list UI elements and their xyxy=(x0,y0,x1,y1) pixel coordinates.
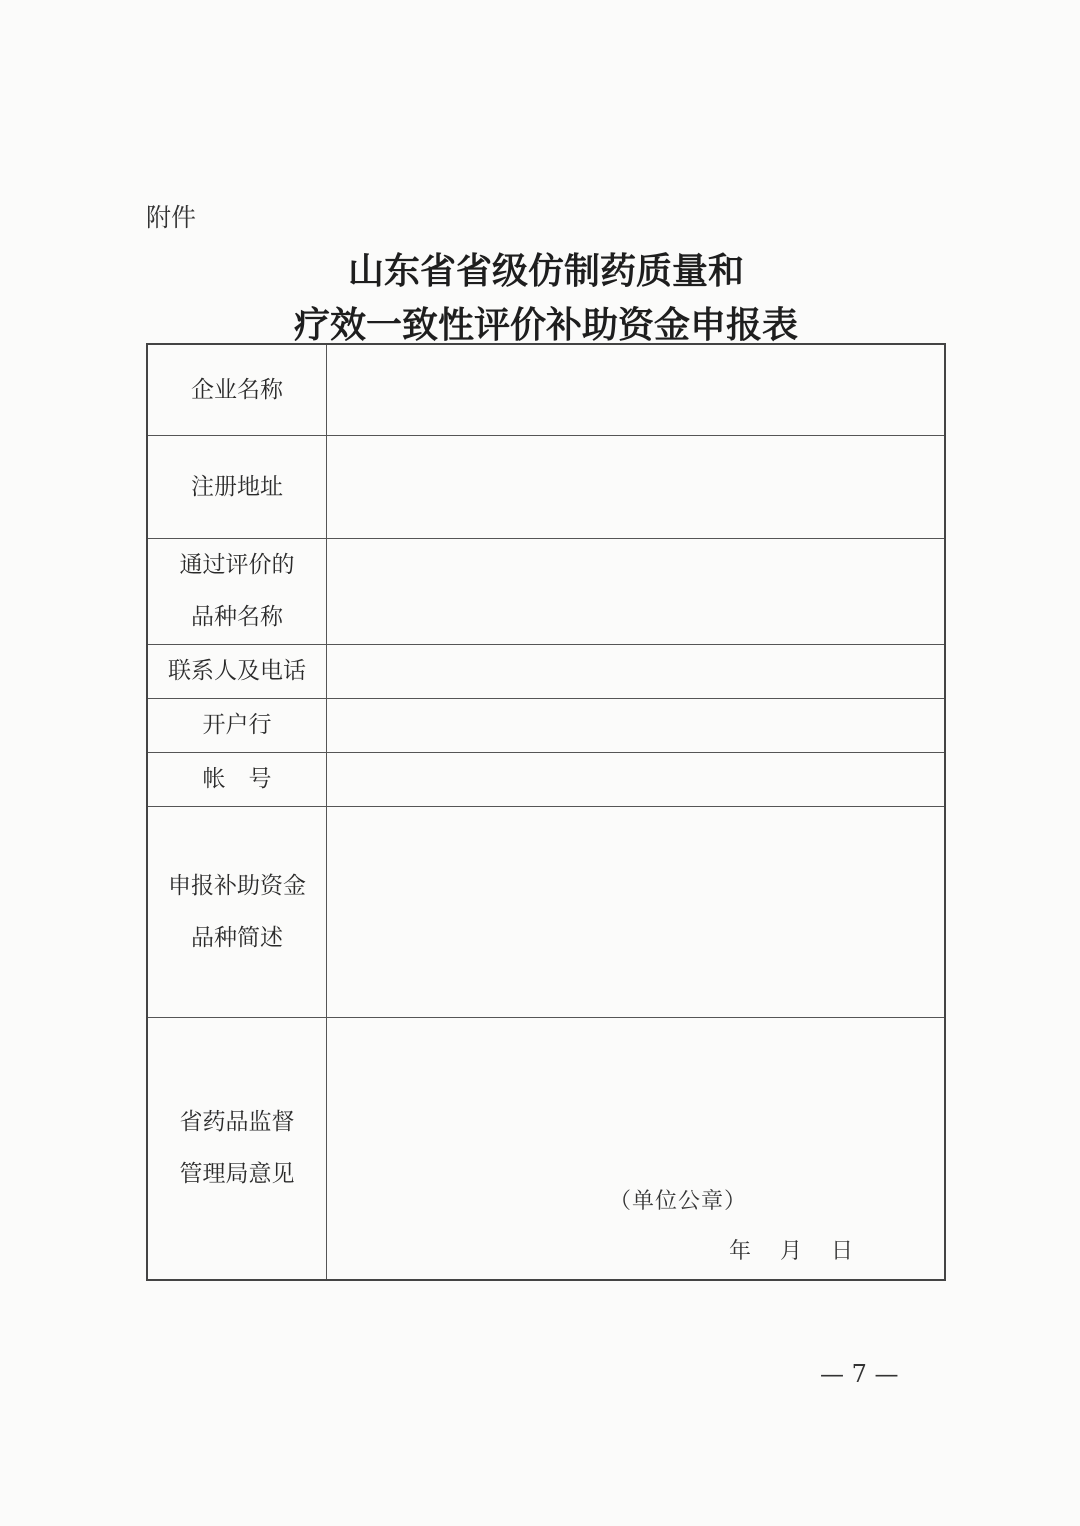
field-bureau-opinion[interactable] xyxy=(327,1017,946,1280)
page-number: — 7 — xyxy=(820,1360,899,1388)
form-title-line-1: 山东省省级仿制药质量和 xyxy=(347,250,744,292)
label-bureau-opinion: 省药品监督 管理局意见 xyxy=(147,1017,327,1280)
label-bank: 开户行 xyxy=(147,698,327,752)
row-company-name xyxy=(147,344,945,435)
attachment-label: 附件 xyxy=(146,203,197,232)
row-contact-phone xyxy=(147,644,945,698)
date-placeholder: 年 月 日 xyxy=(729,1238,853,1264)
row-bureau-opinion xyxy=(147,1017,945,1280)
field-variety-description[interactable] xyxy=(327,806,946,1017)
stamp-placeholder: （单位公章） xyxy=(609,1188,748,1214)
field-registered-address[interactable] xyxy=(327,435,946,538)
form-title xyxy=(146,244,946,352)
field-evaluated-variety[interactable] xyxy=(327,538,946,644)
label-registered-address: 注册地址 xyxy=(147,435,327,538)
application-form-table xyxy=(146,343,946,1281)
row-variety-description xyxy=(147,806,945,1017)
form-title-line-2: 疗效一致性评价补助资金申报表 xyxy=(293,304,798,346)
field-account-number[interactable] xyxy=(327,752,946,806)
label-account-number: 帐 号 xyxy=(147,752,327,806)
field-company-name[interactable] xyxy=(327,344,946,435)
row-evaluated-variety xyxy=(147,538,945,644)
row-bank xyxy=(147,698,945,752)
label-company-name: 企业名称 xyxy=(147,344,327,435)
row-account-number xyxy=(147,752,945,806)
field-bank[interactable] xyxy=(327,698,946,752)
label-contact-phone: 联系人及电话 xyxy=(147,644,327,698)
label-variety-description: 申报补助资金 品种简述 xyxy=(147,806,327,1017)
field-contact-phone[interactable] xyxy=(327,644,946,698)
row-registered-address xyxy=(147,435,945,538)
label-evaluated-variety: 通过评价的 品种名称 xyxy=(147,538,327,644)
